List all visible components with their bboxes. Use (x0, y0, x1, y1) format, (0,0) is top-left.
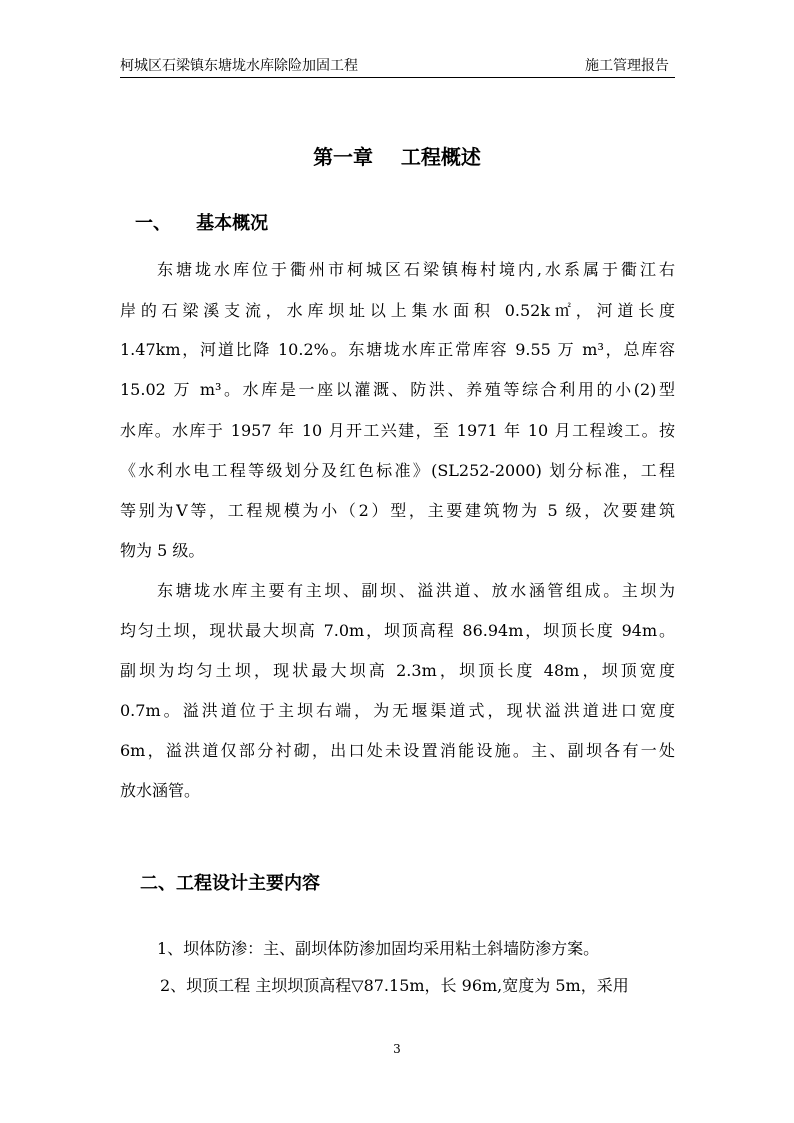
paragraph-line: 放水涵管。 (120, 781, 201, 800)
paragraph-line: 0.7m。溢洪道位于主坝右端，为无堰渠道式，现状溢洪道进口宽度 (120, 701, 675, 720)
header-report-type: 施工管理报告 (585, 58, 669, 74)
paragraph-line: 水库。水库于 1957 年 10 月开工兴建，至 1971 年 10 月工程竣工。按 (120, 421, 675, 440)
paragraph-line: 1.47km，河道比降 10.2%。东塘垅水库正常库容 9.55 万 m³，总库容 (120, 340, 675, 359)
list-item: 2、坝顶工程 主坝坝顶高程▽87.15m，长 96m,宽度为 5m，采用 (160, 976, 629, 995)
page-header (120, 55, 675, 78)
page-number: 3 (393, 1042, 401, 1056)
paragraph-line: 《水利水电工程等级划分及红色标准》(SL252-2000) 划分标准，工程 (120, 461, 675, 480)
list-item: 1、坝体防渗：主、副坝体防渗加固均采用粘土斜墙防渗方案。 (157, 939, 600, 958)
chapter-title: 第一章 工程概述 (313, 145, 481, 169)
header-project-name: 柯城区石梁镇东塘垅水库除险加固工程 (120, 58, 358, 74)
paragraph-line: 东塘垅水库位于衢州市柯城区石梁镇梅村境内,水系属于衢江右 (157, 260, 675, 279)
paragraph-line: 均匀土坝，现状最大坝高 7.0m，坝顶高程 86.94m，坝顶长度 94m。 (120, 621, 675, 640)
paragraph-line: 副坝为均匀土坝，现状最大坝高 2.3m，坝顶长度 48m，坝顶宽度 (120, 661, 675, 680)
paragraph-line: 东塘垅水库主要有主坝、副坝、溢洪道、放水涵管组成。主坝为 (157, 581, 675, 600)
paragraph-line: 等别为Ⅴ等，工程规模为小（2）型，主要建筑物为 5 级，次要建筑 (120, 501, 675, 520)
paragraph-line: 6m，溢洪道仅部分衬砌，出口处未设置消能设施。主、副坝各有一处 (120, 741, 675, 760)
section-heading-design-content: 二、工程设计主要内容 (140, 873, 320, 894)
paragraph-line: 物为 5 级。 (120, 541, 205, 560)
paragraph-line: 15.02 万 m³。水库是一座以灌溉、防洪、养殖等综合利用的小(2)型 (120, 380, 675, 399)
section-heading-basic-overview: 一、 基本概况 (135, 213, 269, 234)
paragraph-line: 岸的石梁溪支流，水库坝址以上集水面积 0.52k㎡，河道长度 (120, 301, 675, 320)
